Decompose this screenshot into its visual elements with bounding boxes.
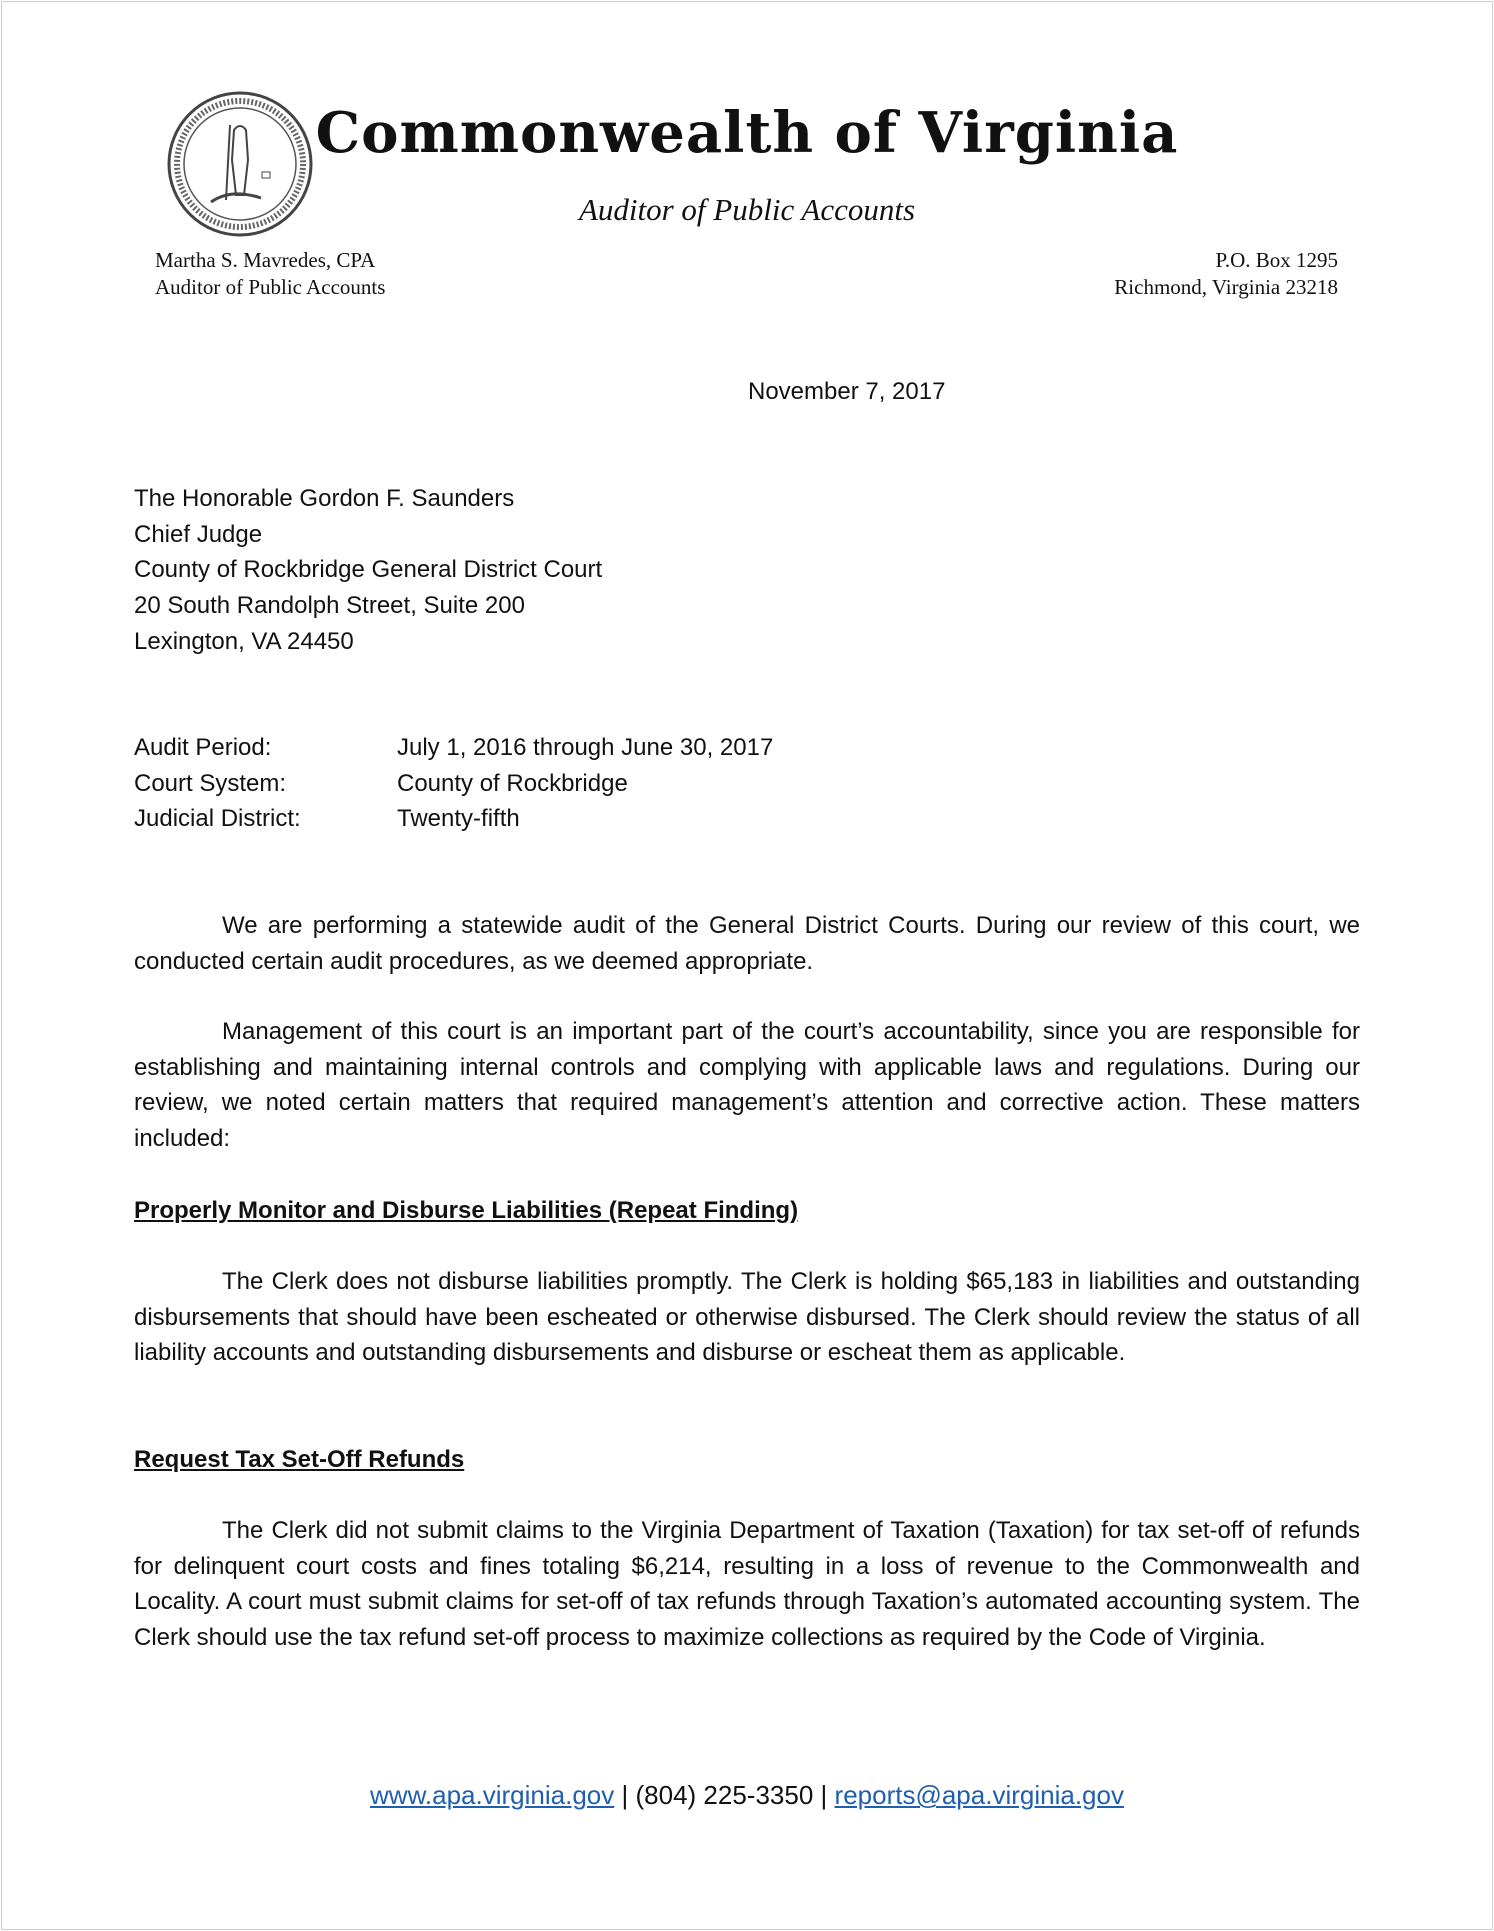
email-link[interactable]: reports@apa.virginia.gov [834,1780,1124,1810]
management-paragraph: Management of this court is an important part of the court’s accountability, since you are responsible for establishing and maintaining internal controls and complying with applicable laws and regulations. During our review, we noted certain matters that required management’s attention and corrective action. These matters included: [134,1018,1360,1153]
recipient-address [134,481,602,660]
letterhead-title: Commonwealth of Virginia [315,100,1179,166]
address-line: Lexington, VA 24450 [134,627,354,655]
address-line: 20 South Randolph Street, Suite 200 [134,592,525,620]
finding-text: The Clerk did not submit claims to the Virginia Department of Taxation (Taxation) for tax set-off of refunds for delinquent court costs and fines totaling $6,214, resulting in a loss of revenue to the Commonwealth and Locality. A court must submit claims for set-off of tax refunds through Taxation’s automated accounting system. The Clerk should use the tax refund set-off process to maximize collections as required by the Code of Virginia. [134,1517,1360,1652]
address-line: Chief Judge [134,520,263,548]
auditor-name-block [155,247,385,301]
audit-info-label: Court System: [134,769,287,797]
finding-heading: Request Tax Set-Off Refunds [134,1446,465,1473]
audit-info-row [134,766,773,802]
finding-text: The Clerk does not disburse liabilities promptly. The Clerk is holding $65,183 in liabilities and outstanding disbursements that should have been escheated or otherwise disbursed. The Clerk should review the status of all liability accounts and outstanding disbursements and disburse or escheat them as applicable. [134,1268,1360,1367]
audit-info-table [134,730,773,837]
po-box: P.O. Box 1295 [1215,248,1338,272]
phone-number: (804) 225-3350 [635,1780,814,1810]
audit-info-label: Audit Period: [134,734,272,761]
mailing-address-block [1114,247,1338,301]
letterhead-subtitle: Auditor of Public Accounts [578,192,916,227]
website-link[interactable]: www.apa.virginia.gov [370,1780,615,1810]
audit-info-value: Twenty-fifth [397,805,520,833]
audit-info-label: Judicial District: [134,805,301,833]
letter-date: November 7, 2017 [748,378,946,405]
separator: | [820,1780,828,1810]
auditor-name: Martha S. Mavredes, CPA [155,248,376,272]
city-state: Richmond, Virginia 23218 [1114,275,1338,299]
footer-contact [0,1780,1494,1811]
intro-paragraph: We are performing a statewide audit of the General District Courts. During our review of this court, we conducted certain audit procedures, as we deemed appropriate. [134,912,1360,975]
audit-info-value: July 1, 2016 through June 30, 2017 [397,734,774,761]
audit-info-value: County of Rockbridge [397,769,628,797]
auditor-title: Auditor of Public Accounts [155,275,386,299]
finding-heading: Properly Monitor and Disburse Liabilities (Repeat Finding) [134,1197,799,1224]
address-line: County of Rockbridge General District Court [134,556,603,584]
audit-info-row [134,801,773,837]
address-line: The Honorable Gordon F. Saunders [134,485,515,512]
audit-info-row [134,730,773,766]
separator: | [621,1780,629,1810]
